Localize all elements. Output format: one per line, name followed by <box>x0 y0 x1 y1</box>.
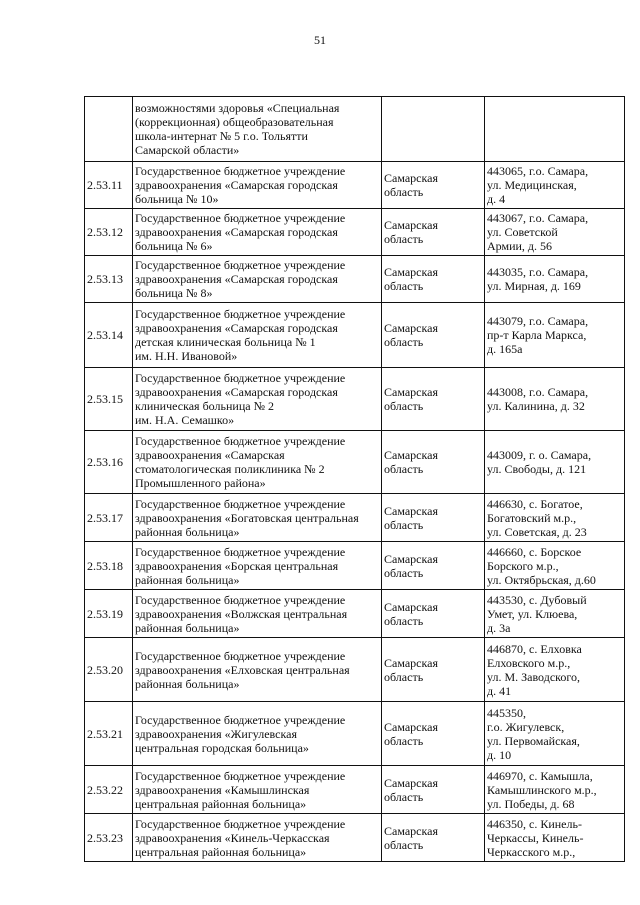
address <box>485 431 625 494</box>
institution-name-line: больница № 8» <box>135 286 213 300</box>
row-number: 2.53.23 <box>85 814 133 862</box>
table-row-continued <box>85 97 625 162</box>
region-line: область <box>384 565 424 580</box>
row-number: 2.53.22 <box>85 766 133 814</box>
region-line: Самарская <box>384 265 438 279</box>
institution-name-line: здравоохранения «Камышлинская <box>135 782 310 797</box>
region <box>382 162 485 209</box>
institution-name-line: (коррекционная) общеобразовательная <box>135 115 334 129</box>
address-line: ул. Советская, д. 23 <box>487 524 587 539</box>
row-number <box>85 97 133 162</box>
institution-name-line: Государственное бюджетное учреждение <box>135 768 346 783</box>
region-line: Самарская <box>384 448 438 462</box>
institution-name-line: Государственное бюджетное учреждение <box>135 544 346 559</box>
institution-name-line: Самарской области» <box>135 143 240 157</box>
institution-name <box>133 162 382 209</box>
institution-name-line: школа-интернат № 5 г.о. Тольятти <box>135 129 308 143</box>
address <box>485 590 625 638</box>
address-line: ул. Октябрьская, д.60 <box>487 572 596 587</box>
table-row <box>85 209 625 256</box>
institution-name-line: центральная районная больница» <box>135 844 307 859</box>
address-line: Камышлинского м.р., <box>487 782 597 797</box>
region-line: Самарская <box>384 655 438 670</box>
region <box>382 431 485 494</box>
address-line: 446630, с. Богатое, <box>487 496 583 511</box>
table-row <box>85 162 625 209</box>
region-line: Самарская <box>384 719 438 734</box>
row-number: 2.53.12 <box>85 209 133 256</box>
address-line: 443079, г.о. Самара, <box>487 314 589 328</box>
address <box>485 162 625 209</box>
address-line: 445350, <box>487 705 526 720</box>
table-row <box>85 590 625 638</box>
institution-name-line: больница № 10» <box>135 192 219 206</box>
region-line: область <box>384 462 424 476</box>
region-line: Самарская <box>384 823 438 838</box>
table-row <box>85 368 625 431</box>
address <box>485 97 625 162</box>
region <box>382 542 485 590</box>
address-line: ул. Свободы, д. 121 <box>487 462 587 476</box>
row-number: 2.53.18 <box>85 542 133 590</box>
institution-name-line: им. Н.А. Семашко» <box>135 413 235 427</box>
region-line: область <box>384 185 424 199</box>
address <box>485 209 625 256</box>
institution-name-line: Государственное бюджетное учреждение <box>135 307 346 321</box>
address-line: ул. Первомайская, <box>487 733 580 748</box>
institution-name-line: здравоохранения «Кинель-Черкасская <box>135 830 330 845</box>
address-line: ул. Мирная, д. 169 <box>487 279 581 293</box>
region <box>382 702 485 766</box>
region-line: область <box>384 789 424 804</box>
region-line: область <box>384 399 424 413</box>
institution-name-line: здравоохранения «Самарская городская <box>135 385 338 399</box>
institution-name <box>133 256 382 303</box>
region <box>382 97 485 162</box>
row-number: 2.53.19 <box>85 590 133 638</box>
institution-name <box>133 542 382 590</box>
region <box>382 494 485 542</box>
address <box>485 814 625 862</box>
address <box>485 256 625 303</box>
institution-name <box>133 494 382 542</box>
address-line: 446350, с. Кинель- <box>487 816 582 831</box>
address-line: 443035, г.о. Самара, <box>487 265 589 279</box>
address-line: 443009, г. о. Самара, <box>487 448 592 462</box>
address <box>485 303 625 368</box>
institution-name-line: здравоохранения «Елховская центральная <box>135 662 350 677</box>
address-line: д. 10 <box>487 747 512 762</box>
table-row <box>85 256 625 303</box>
institution-name-line: районная больница» <box>135 572 240 587</box>
region-line: область <box>384 279 424 293</box>
institution-name-line: Промышленного района» <box>135 476 266 490</box>
region-line: Самарская <box>384 321 438 335</box>
region <box>382 590 485 638</box>
institution-name-line: Государственное бюджетное учреждение <box>135 816 346 831</box>
address-line: 443065, г.о. Самара, <box>487 164 589 178</box>
institution-name <box>133 97 382 162</box>
table-row <box>85 494 625 542</box>
institution-name <box>133 766 382 814</box>
institution-name-line: районная больница» <box>135 620 240 635</box>
institution-name-line: Государственное бюджетное учреждение <box>135 592 346 607</box>
address <box>485 702 625 766</box>
address-line: д. 41 <box>487 683 512 698</box>
row-number: 2.53.20 <box>85 638 133 702</box>
institution-name-line: центральная районная больница» <box>135 796 307 811</box>
row-number: 2.53.15 <box>85 368 133 431</box>
institution-name-line: Государственное бюджетное учреждение <box>135 258 346 272</box>
institution-name-line: больница № 6» <box>135 239 213 253</box>
region <box>382 303 485 368</box>
institution-name-line: здравоохранения «Самарская <box>135 448 285 462</box>
address-line: Черкассы, Кинель- <box>487 830 584 845</box>
region <box>382 814 485 862</box>
region <box>382 209 485 256</box>
row-number: 2.53.21 <box>85 702 133 766</box>
institution-name-line: клиническая больница № 2 <box>135 399 275 413</box>
address-line: ул. Калинина, д. 32 <box>487 399 585 413</box>
registry-table <box>84 96 625 862</box>
region <box>382 368 485 431</box>
address <box>485 638 625 702</box>
institution-name <box>133 702 382 766</box>
institution-name-line: Государственное бюджетное учреждение <box>135 496 346 511</box>
region-line: область <box>384 733 424 748</box>
address <box>485 766 625 814</box>
institution-name-line: им. Н.Н. Ивановой» <box>135 349 238 363</box>
page-number: 51 <box>314 33 326 47</box>
address-line: Армии, д. 56 <box>487 239 553 253</box>
institution-name-line: здравоохранения «Самарская городская <box>135 272 338 286</box>
region-line: Самарская <box>384 599 438 614</box>
table-row <box>85 814 625 862</box>
institution-name-line: возможностями здоровья «Специальная <box>135 101 340 115</box>
address <box>485 494 625 542</box>
address-line: д. 4 <box>487 192 506 206</box>
institution-name-line: здравоохранения «Волжская центральная <box>135 606 348 621</box>
institution-name-line: Государственное бюджетное учреждение <box>135 712 346 727</box>
region-line: область <box>384 517 424 532</box>
table-row <box>85 702 625 766</box>
row-number: 2.53.17 <box>85 494 133 542</box>
institution-name-line: здравоохранения «Богатовская центральная <box>135 510 359 525</box>
region-line: область <box>384 335 424 349</box>
institution-name-line: Государственное бюджетное учреждение <box>135 648 346 663</box>
region-line: Самарская <box>384 171 438 185</box>
address-line: ул. Победы, д. 68 <box>487 796 575 811</box>
region <box>382 256 485 303</box>
table-row <box>85 431 625 494</box>
address-line: Елховского м.р., <box>487 655 571 670</box>
institution-name <box>133 814 382 862</box>
address-line: 443067, г.о. Самара, <box>487 211 589 225</box>
institution-name-line: районная больница» <box>135 524 240 539</box>
institution-name <box>133 209 382 256</box>
institution-name-line: Государственное бюджетное учреждение <box>135 371 346 385</box>
address-line: г.о. Жигулевск, <box>487 719 565 734</box>
address-line: 446870, с. Елховка <box>487 641 582 656</box>
address-line: ул. М. Заводского, <box>487 669 580 684</box>
region-line: область <box>384 669 424 684</box>
address-line: д. 165а <box>487 342 523 356</box>
region-line: Самарская <box>384 385 438 399</box>
region <box>382 638 485 702</box>
region-line: Самарская <box>384 551 438 566</box>
institution-name <box>133 303 382 368</box>
institution-name-line: Государственное бюджетное учреждение <box>135 434 346 448</box>
institution-name-line: стоматологическая поликлиника № 2 <box>135 462 325 476</box>
institution-name-line: детская клиническая больница № 1 <box>135 335 316 349</box>
address-line: ул. Медицинская, <box>487 178 577 192</box>
institution-name-line: Государственное бюджетное учреждение <box>135 211 346 225</box>
address <box>485 368 625 431</box>
institution-name-line: Государственное бюджетное учреждение <box>135 164 346 178</box>
address-line: Умет, ул. Клюева, <box>487 606 578 621</box>
address-line: 446970, с. Камышла, <box>487 768 593 783</box>
region-line: область <box>384 837 424 852</box>
address-line: пр-т Карла Маркса, <box>487 328 587 342</box>
institution-name-line: центральная городская больница» <box>135 740 309 755</box>
address-line: Черкасского м.р., <box>487 844 576 859</box>
institution-name-line: здравоохранения «Самарская городская <box>135 321 338 335</box>
address-line: д. 3а <box>487 620 511 635</box>
table-row <box>85 303 625 368</box>
region-line: Самарская <box>384 218 438 232</box>
address-line: Борского м.р., <box>487 558 559 573</box>
institution-name-line: здравоохранения «Самарская городская <box>135 225 338 239</box>
region-line: область <box>384 232 424 246</box>
region-line: Самарская <box>384 775 438 790</box>
institution-name <box>133 368 382 431</box>
registry-table-body <box>85 97 625 862</box>
address-line: Богатовский м.р., <box>487 510 577 525</box>
region-line: Самарская <box>384 503 438 518</box>
table-row <box>85 542 625 590</box>
address-line: 446660, с. Борское <box>487 544 582 559</box>
institution-name-line: здравоохранения «Самарская городская <box>135 178 338 192</box>
address-line: 443008, г.о. Самара, <box>487 385 589 399</box>
institution-name-line: здравоохранения «Борская центральная <box>135 558 339 573</box>
row-number: 2.53.14 <box>85 303 133 368</box>
address <box>485 542 625 590</box>
row-number: 2.53.13 <box>85 256 133 303</box>
region-line: область <box>384 613 424 628</box>
address-line: 443530, с. Дубовый <box>487 592 587 607</box>
institution-name <box>133 431 382 494</box>
row-number: 2.53.11 <box>85 162 133 209</box>
institution-name-line: здравоохранения «Жигулевская <box>135 726 297 741</box>
institution-name-line: районная больница» <box>135 676 240 691</box>
institution-name <box>133 638 382 702</box>
table-row <box>85 766 625 814</box>
institution-name <box>133 590 382 638</box>
table-row <box>85 638 625 702</box>
row-number: 2.53.16 <box>85 431 133 494</box>
address-line: ул. Советской <box>487 225 558 239</box>
region <box>382 766 485 814</box>
